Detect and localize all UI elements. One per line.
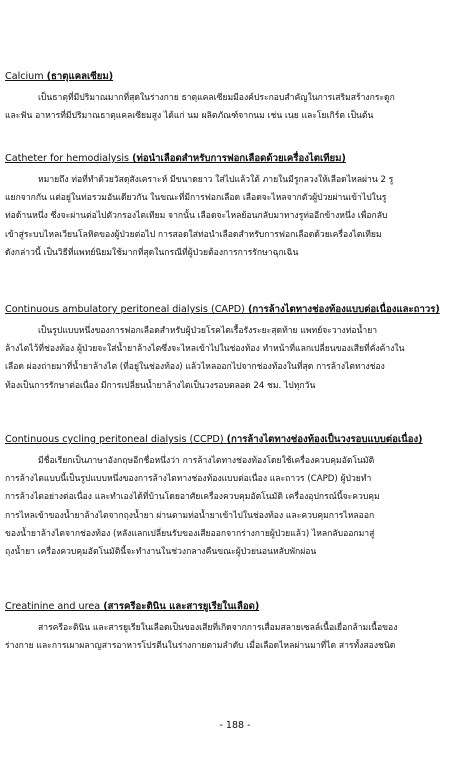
heading-english: Creatinine and urea <box>5 601 101 612</box>
paragraph-line: และฟัน อาหารที่มีปริมาณธาตุแคลเซียมสูง ได้แก่ นม ผลิตภัณฑ์จากนม เช่น เนย และโยเกิร์ต เป็นต้น <box>5 111 374 122</box>
heading-english: Catheter for hemodialysis <box>5 153 130 164</box>
paragraph-line: การไหลเข้าของน้ำยาล้างไตจากถุงน้ำยา ผ่านตามท่อน้ำยาเข้าไปในช่องท้อง และควบคุมการไหลออก <box>5 510 375 521</box>
entry-catheter-hemodialysis <box>5 152 463 262</box>
entry-paragraph <box>5 322 463 395</box>
entry-heading <box>5 600 463 613</box>
entry-paragraph <box>5 89 463 125</box>
heading-thai: (ท่อนำเลือดสำหรับการฟอกเลือดด้วยเครื่องไตเทียม) <box>132 153 346 164</box>
heading-thai: (การล้างไตทางช่องท้องเป็นวงรอบแบบต่อเนื่อง) <box>226 434 423 445</box>
paragraph-line: ของน้ำยาล้างไตจากช่องท้อง (หลังแลกเปลี่ยนรับของเสียออกจากร่างกายผู้ป่วยแล้ว) ไหลกลับออกมาสู่ <box>5 528 375 539</box>
heading-english: Continuous ambulatory peritoneal dialysis (CAPD) <box>5 304 245 315</box>
heading-thai: (การล้างไตทางช่องท้องแบบต่อเนื่องและถาวร) <box>247 304 440 315</box>
heading-english: Continuous cycling peritoneal dialysis (CCPD) <box>5 434 224 445</box>
entry-paragraph <box>5 171 463 262</box>
paragraph-line: เป็นธาตุที่มีปริมาณมากที่สุดในร่างกาย ธาตุแคลเซียมมีองค์ประกอบสำคัญในการเสริมสร้างกระดูก <box>38 93 395 103</box>
heading-english: Calcium <box>5 71 44 82</box>
paragraph-line: ท้องเป็นการรักษาต่อเนื่อง มีการเปลี่ยนน้ำยาล้างไตเป็นวงรอบตลอด 24 ชม. ไปทุกวัน <box>5 380 316 391</box>
paragraph-line: แยกจากกัน แต่อยู่ในท่อรวมอันเดียวกัน ในขณะที่มีการฟอกเลือด เลือดจะไหลจากตัวผู้ป่วยผ่านเข้าไปในรู <box>5 193 387 204</box>
page-number: - 188 - <box>219 720 251 731</box>
entry-heading <box>5 70 463 83</box>
entry-paragraph <box>5 452 463 561</box>
entry-calcium <box>5 70 463 125</box>
paragraph-line: หมายถึง ท่อที่ทำด้วยวัสดุสังเคราะห์ มีขนาดยาว ใส่ไปแล้วใต้ ภายในมีรูกลวงให้เลือดไหลผ่าน 2 รู <box>38 175 394 185</box>
paragraph-line: สารครีอะตินิน และสารยูเรียในเลือดเป็นของเสียที่เกิดจากการเสื่อมสลายเซลล์เนื้อเยื่อกล้ามเนื้อของ <box>38 623 398 633</box>
paragraph-line: ดังกล่าวนี้ เป็นวิธีที่แพทย์นิยมใช้มากที่สุดในกรณีที่ผู้ป่วยต้องการการรักษาฉุกเฉิน <box>5 247 299 258</box>
paragraph-line: เลือด ผ่องถ่ายมาที่น้ำยาล้างไต (ที่อยู่ในช่องท้อง) แล้วไหลออกไปจากช่องท้องในที่สุด การล้างไตทางช่อง <box>5 362 385 373</box>
entry-heading <box>5 303 463 316</box>
entry-heading <box>5 433 463 446</box>
paragraph-line: ล้างไตไว้ที่ช่องท้อง ผู้ป่วยจะใส่น้ำยาล้างไตซึ่งจะไหลเข้าไปในช่องท้อง ทำหน้าที่แลกเปลี่ยนของเสียที่คั่งค้างใน <box>5 344 405 355</box>
paragraph-line: เป็นรูปแบบหนึ่งของการฟอกเลือดสำหรับผู้ป่วยโรคไตเรื้อรังระยะสุดท้าย แพทย์จะวางท่อน้ำยา <box>38 326 378 336</box>
heading-thai: (ธาตุแคลเซียม) <box>46 71 114 82</box>
paragraph-line: การล้างไตอย่างต่อเนื่อง และทำเองได้ที่บ้านโดยอาศัยเครื่องควบคุมอัตโนมัติ เครื่องอุปกรณ์นี้จะควบคุม <box>5 492 380 503</box>
entry-paragraph <box>5 619 463 655</box>
entry-ccpd <box>5 433 463 561</box>
paragraph-line: การล้างไตแบบนี้เป็นรูปแบบหนึ่งของการล้างไตทางช่องท้องแบบต่อเนื่อง และถาวร (CAPD) ผู้ป่วยทำ <box>5 474 372 485</box>
entry-capd <box>5 303 463 395</box>
paragraph-line: ถุงน้ำยา เครื่องควบคุมอัตโนมัตินี้จะทำงานในช่วงกลางคืนขณะผู้ป่วยนอนหลับพักผ่อน <box>5 547 317 558</box>
paragraph-line: ร่างกาย และการเผาผลาญสารอาหารโปรตีนในร่างกายตามลำดับ เมื่อเลือดไหลผ่านมาที่ไต สารทั้งสองชนิด <box>5 641 396 652</box>
entry-creatinine-urea <box>5 600 463 655</box>
heading-thai: (สารครีอะตินิน และสารยูเรียในเลือด) <box>103 601 260 612</box>
paragraph-line: มีชื่อเรียกเป็นภาษาอังกฤษอีกชื่อหนึ่งว่า การล้างไตทางช่องท้องโดยใช้เครื่องควบคุมอัตโนมัติ <box>38 456 375 466</box>
paragraph-line: เข้าสู่ระบบไหลเวียนโลหิตของผู้ป่วยต่อไป การสอดใส่ท่อนำเลือดสำหรับการฟอกเลือดด้วยเครื่องไตเทียม <box>5 229 382 240</box>
entry-heading <box>5 152 463 165</box>
paragraph-line: ท่อด้านหนึ่ง ซึ่งจะผ่านต่อไปตัวกรองไตเทียม จากนั้น เลือดจะไหลย้อนกลับมาทางรูท่ออีกข้างหนึ่ง เพื่อกลับ <box>5 211 388 222</box>
